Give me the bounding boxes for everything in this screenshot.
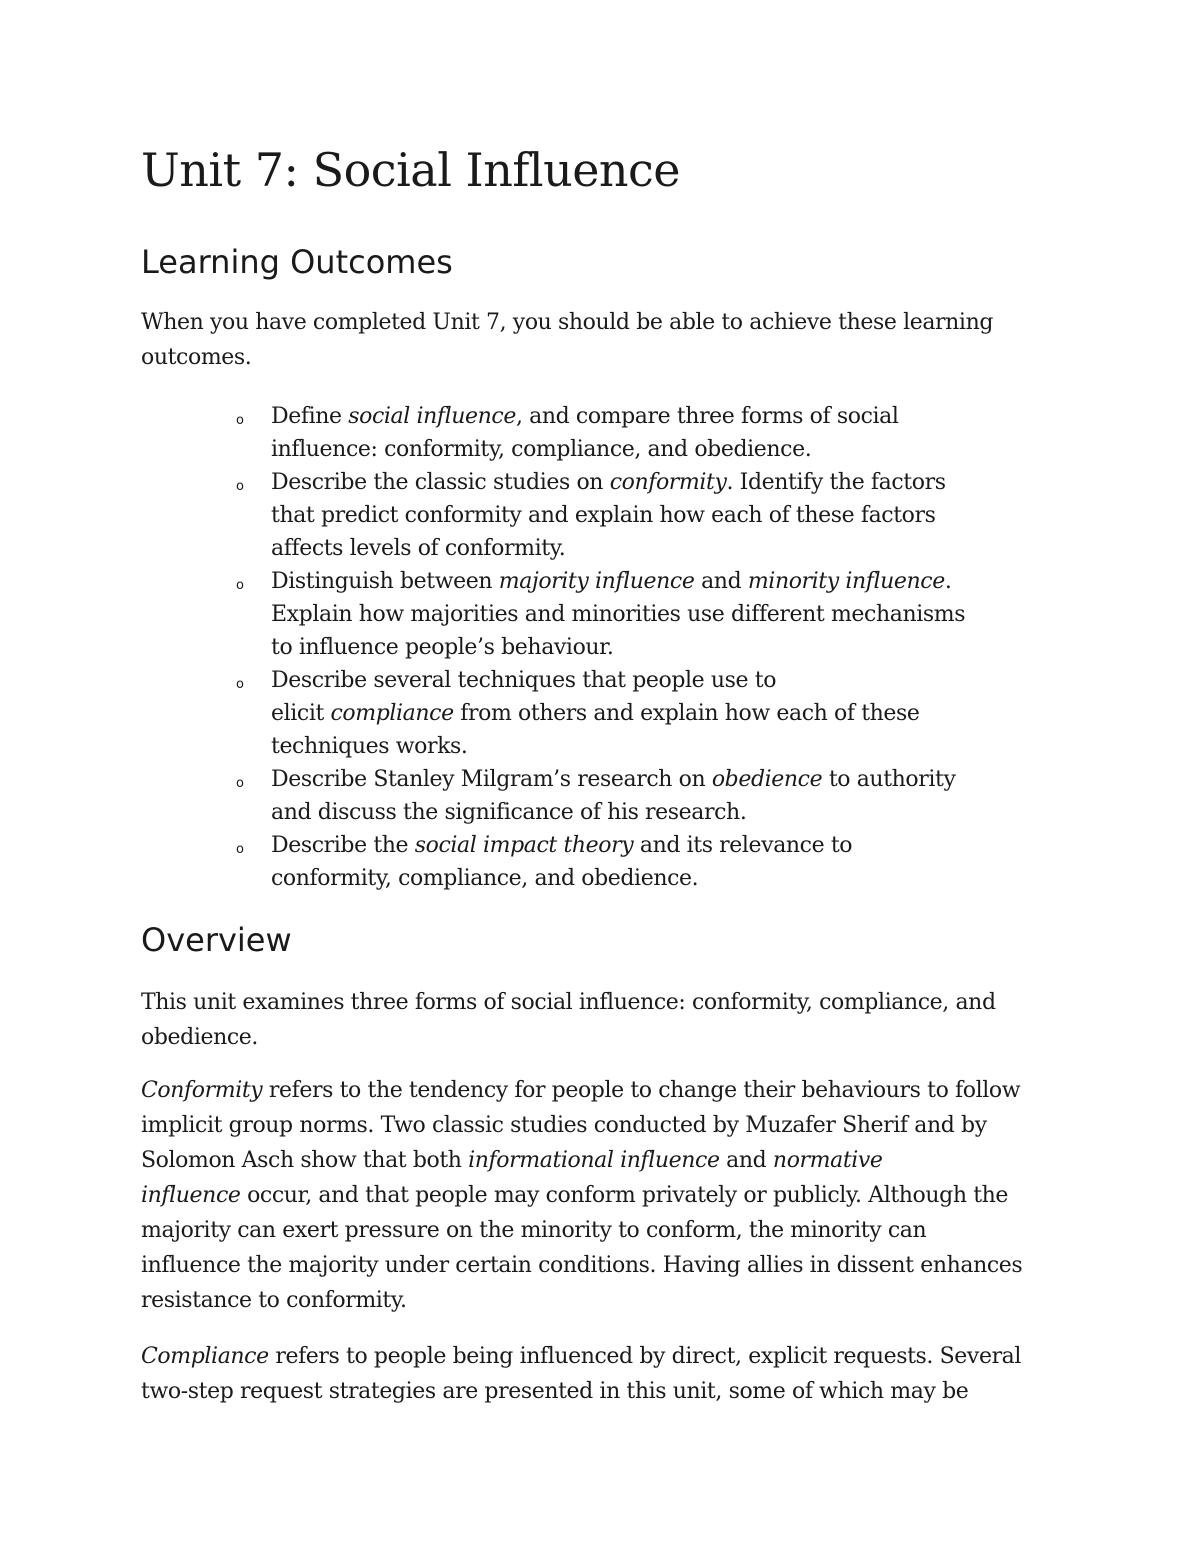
text-line: [271, 433, 1066, 466]
text-line: [271, 697, 1066, 730]
text-run: implicit group norms. Two classic studies conducted by Muzafer Sherif and by: [141, 1113, 987, 1138]
emphasized-term: compliance: [330, 701, 454, 726]
emphasized-term: influence: [141, 1183, 241, 1208]
text-line: [141, 1248, 1061, 1283]
text-run: , and compare three forms of social: [515, 404, 899, 429]
learning-outcome-item: [236, 466, 1066, 565]
text-run: obedience.: [141, 1025, 258, 1050]
emphasized-term: social influence: [348, 404, 516, 429]
text-run: Distinguish between: [271, 569, 499, 594]
text-run: Describe the: [271, 833, 415, 858]
emphasized-term: normative: [772, 1148, 883, 1173]
text-run: and discuss the significance of his research.: [271, 800, 747, 825]
text-run: techniques works.: [271, 734, 468, 759]
circle-bullet-icon: o: [236, 677, 244, 692]
emphasized-term: majority influence: [498, 569, 695, 594]
text-run: affects levels of conformity.: [271, 536, 566, 561]
text-run: Describe several techniques that people use to: [271, 668, 777, 693]
text-line: [141, 1213, 1061, 1248]
emphasized-term: social impact theory: [414, 833, 634, 858]
learning-outcome-item: [236, 400, 1066, 466]
text-line: [271, 499, 1066, 532]
text-run: influence the majority under certain conditions. Having allies in dissent enhances: [141, 1253, 1023, 1278]
text-line: [141, 1283, 1061, 1318]
circle-bullet-icon: o: [236, 479, 244, 494]
unit-title: Unit 7: Social Influence: [141, 143, 681, 197]
text-line: outcomes.: [141, 345, 252, 370]
learning-outcomes-heading: Learning Outcomes: [141, 243, 453, 281]
text-line: [271, 829, 1066, 862]
text-run: Define: [271, 404, 349, 429]
text-line: [271, 598, 1066, 631]
text-run: .: [944, 569, 952, 594]
text-run: . Identify the factors: [726, 470, 946, 495]
circle-bullet-icon: o: [236, 842, 244, 857]
emphasized-term: Conformity: [141, 1078, 263, 1103]
text-run: refers to the tendency for people to change their behaviours to follow: [262, 1078, 1021, 1103]
text-line: [271, 763, 1066, 796]
text-line: [271, 862, 1066, 895]
text-line: [141, 1020, 1061, 1055]
text-run: from others and explain how each of these: [453, 701, 920, 726]
text-line: [141, 1108, 1061, 1143]
text-run: influence: conformity, compliance, and obedience.: [271, 437, 812, 462]
text-run: elicit: [271, 701, 331, 726]
learning-outcome-item: [236, 664, 1066, 763]
emphasized-term: minority influence: [747, 569, 945, 594]
text-run: resistance to conformity.: [141, 1288, 407, 1313]
text-run: and: [719, 1148, 773, 1173]
emphasized-term: informational influence: [468, 1148, 720, 1173]
text-line: [271, 466, 1066, 499]
learning-outcome-item: [236, 565, 1066, 664]
overview-paragraph-3: [141, 1339, 1061, 1409]
text-run: Describe the classic studies on: [271, 470, 610, 495]
text-line: [271, 631, 1066, 664]
text-line: When you have completed Unit 7, you should be able to achieve these learning: [141, 310, 994, 335]
text-run: Explain how majorities and minorities use different mechanisms: [271, 602, 966, 627]
text-run: two-step request strategies are presented in this unit, some of which may be: [141, 1379, 969, 1404]
text-run: that predict conformity and explain how each of these factors: [271, 503, 936, 528]
learning-outcomes-intro: [141, 305, 1061, 375]
circle-bullet-icon: o: [236, 776, 244, 791]
text-line: [141, 1374, 1061, 1409]
text-line: [271, 400, 1066, 433]
text-run: refers to people being influenced by direct, explicit requests. Several: [268, 1344, 1022, 1369]
circle-bullet-icon: o: [236, 413, 244, 428]
emphasized-term: conformity: [609, 470, 727, 495]
text-run: majority can exert pressure on the minority to conform, the minority can: [141, 1218, 927, 1243]
overview-paragraph-1: [141, 985, 1061, 1055]
learning-outcome-item: [236, 829, 1066, 895]
text-line: [141, 985, 1061, 1020]
text-line: [141, 1178, 1061, 1213]
text-line: [141, 1339, 1061, 1374]
text-line: [141, 1073, 1061, 1108]
learning-outcomes-list: [236, 400, 1066, 895]
text-line: [141, 1143, 1061, 1178]
text-line: [271, 730, 1066, 763]
text-run: Solomon Asch show that both: [141, 1148, 469, 1173]
text-run: This unit examines three forms of social influence: conformity, compliance, and: [141, 990, 996, 1015]
overview-heading: Overview: [141, 921, 292, 959]
overview-paragraph-2: [141, 1073, 1061, 1318]
text-line: [271, 532, 1066, 565]
text-run: to influence people’s behaviour.: [271, 635, 614, 660]
circle-bullet-icon: o: [236, 578, 244, 593]
text-line: [271, 664, 1066, 697]
emphasized-term: Compliance: [141, 1344, 269, 1369]
text-run: and: [694, 569, 748, 594]
text-line: [271, 796, 1066, 829]
text-run: conformity, compliance, and obedience.: [271, 866, 699, 891]
text-line: [271, 565, 1066, 598]
learning-outcome-item: [236, 763, 1066, 829]
emphasized-term: obedience: [711, 767, 823, 792]
text-run: occur, and that people may conform privately or publicly. Although the: [240, 1183, 1009, 1208]
text-run: Describe Stanley Milgram’s research on: [271, 767, 712, 792]
text-run: and its relevance to: [633, 833, 853, 858]
text-run: to authority: [822, 767, 956, 792]
